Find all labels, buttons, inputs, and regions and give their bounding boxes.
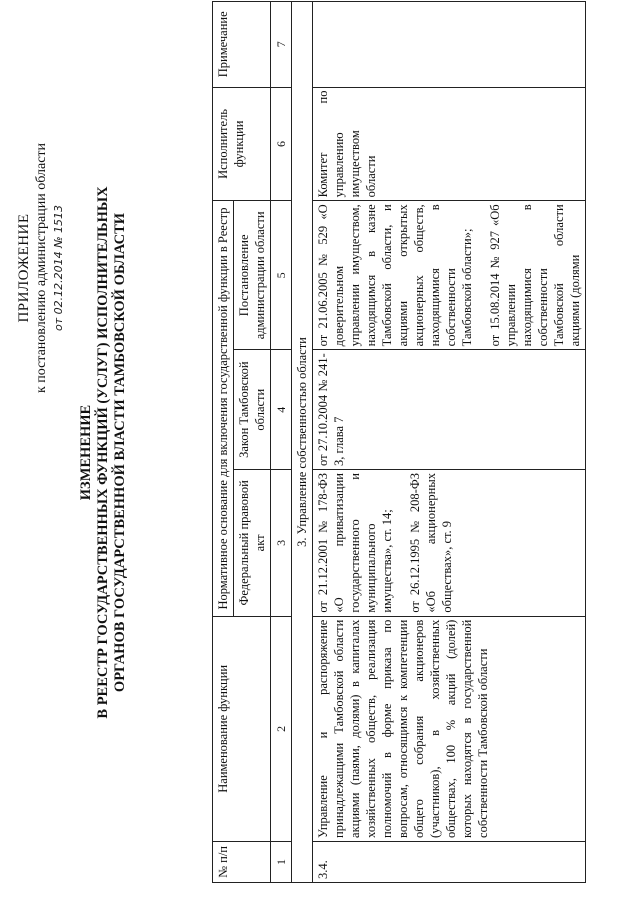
row-function-name: Управление и распоряжение принадлежащими Тамбовской области акциями (паями, долями) в капиталах хозяйственных обществ, реализация полномочий в форме приказа по вопросам, относящимся к компетенции общего собрания акционеров (участников), в хозяйственных обществах, 100 % акций (долей) которых находятся в государственной собственности Тамбовской области (313, 616, 586, 841)
header-normative-basis: Нормативное основание для включения государственной функции в Реестр (213, 201, 234, 616)
appendix-block (16, 118, 67, 418)
federal-act-1: от 21.12.2001 № 178-ФЗ «О приватизации государственного и муниципального имущества», ст. 14; (316, 473, 394, 613)
table-header-row (213, 2, 234, 883)
col-number: 3 (271, 470, 292, 617)
header-resolution: Постановление администрации области (234, 201, 271, 350)
col-number: 7 (271, 2, 292, 88)
table-row (313, 2, 586, 883)
col-number: 5 (271, 201, 292, 350)
row-executor: Комитет по управлению имуществом области (313, 87, 586, 201)
section-row (292, 2, 313, 883)
registry-table (212, 1, 586, 883)
col-number: 6 (271, 87, 292, 201)
federal-act-2: от 26.12.1995 № 208-ФЗ «Об акционерных обществах», ст. 9 (408, 473, 454, 613)
header-federal-act: Федеральный правовой акт (234, 470, 271, 617)
row-num: 3.4. (313, 841, 586, 882)
row-regional-law: от 27.10.2004 № 241-З, глава 7 (313, 350, 586, 470)
header-executor: Исполнитель функции (213, 87, 271, 201)
title-line-1: ИЗМЕНЕНИЕ (78, 404, 94, 501)
title-line-2: В РЕЕСТР ГОСУДАРСТВЕННЫХ ФУНКЦИЙ (УСЛУГ) ИСПОЛНИТЕЛЬНЫХ (95, 186, 111, 719)
col-number: 4 (271, 350, 292, 470)
appendix-reference: к постановлению администрации области (34, 142, 49, 394)
col-number: 1 (271, 841, 292, 882)
row-note (313, 2, 586, 88)
document-title (78, 40, 129, 865)
header-num: № п/п (213, 841, 271, 882)
resolution-1: от 21.06.2005 № 529 «О доверительном управлении имуществом, находящимся в казне Тамбовской области, и акциями открытых акционерных обществ, находящимися в собственности Тамбовской области»; (316, 204, 474, 347)
resolution-2: от 15.08.2014 № 927 «Об управлении находящимися в собственности Тамбовской области акциями (долями (488, 204, 582, 347)
header-note: Примечание (213, 2, 271, 88)
title-line-3: ОРГАНОВ ГОСУДАРСТВЕННОЙ ВЛАСТИ ТАМБОВСКОЙ ОБЛАСТИ (112, 212, 128, 693)
section-title: 3. Управление собственностью области (292, 2, 313, 883)
header-regional-law: Закон Тамбовской области (234, 350, 271, 470)
header-function-name: Наименование функции (213, 616, 271, 841)
column-number-row (271, 2, 292, 883)
appendix-title: ПРИЛОЖЕНИЕ (16, 213, 32, 323)
handwritten-date-number: от 02.12.2014 № 1513 (52, 204, 65, 332)
col-number: 2 (271, 616, 292, 841)
row-resolution (313, 201, 586, 350)
row-federal-act (313, 470, 586, 617)
